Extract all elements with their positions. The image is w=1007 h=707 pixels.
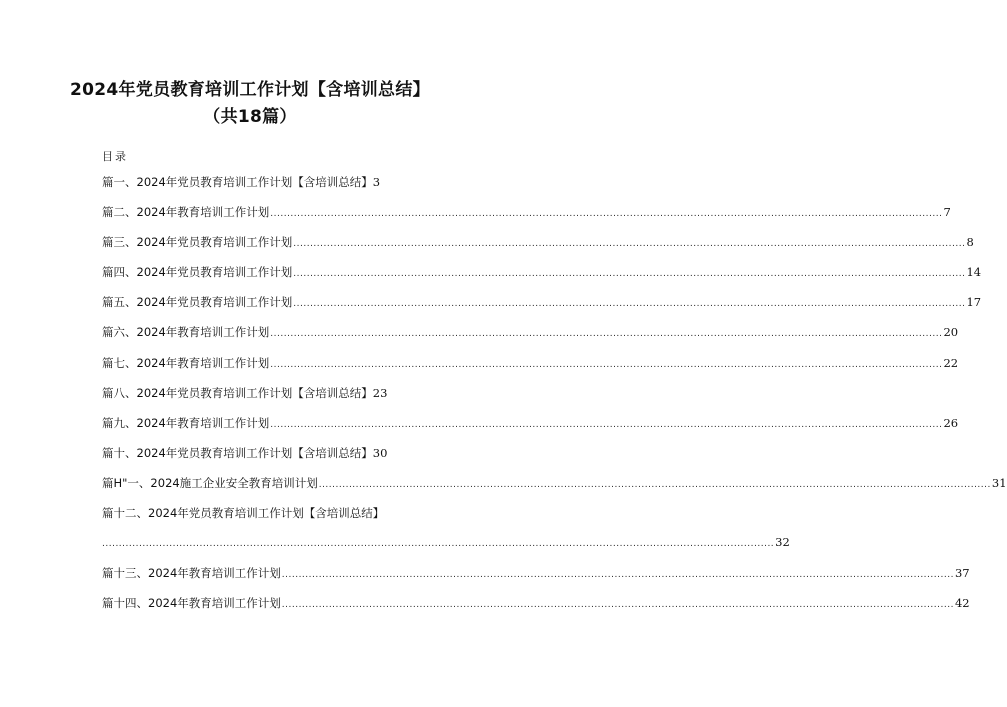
toc-page-number: 37 [954,566,970,581]
toc-page-number: 8 [966,235,974,250]
table-of-contents [102,174,1007,625]
toc-page-number: 22 [943,355,959,370]
toc-leader-dots: ........................................................................................................................................................................................................ [293,299,966,310]
toc-leader-dots: ........................................................................................................................................................................................................ [318,479,991,490]
toc-entry[interactable] [102,324,959,340]
toc-leader-dots: ........................................................................................................................................................................................................ [270,209,943,220]
toc-entry-label: 篇五、2024年党员教育培训工作计划 [102,295,293,310]
toc-entry[interactable] [102,174,408,190]
toc-page-number: 17 [966,295,982,310]
toc-heading: 目录 [102,150,128,163]
toc-entry-label: 篇十四、2024年教育培训工作计划 [102,596,281,611]
toc-entry[interactable] [102,204,951,220]
toc-entry[interactable] [102,355,959,371]
toc-entry[interactable] [102,385,408,401]
document-title: 2024年党员教育培训工作计划【含培训总结】 [70,80,430,100]
toc-entry[interactable] [102,505,408,521]
toc-leader-dots: ........................................................................................................................................................................................................ [270,359,943,370]
toc-entry-label: 篇三、2024年党员教育培训工作计划 [102,235,293,250]
toc-leader-dots: ........................................................................................................................................................................................................ [281,570,954,581]
toc-leader-dots: ........................................................................................................................................................................................................ [293,239,966,250]
toc-leader-dots: ........................................................................................................................................................................................................ [281,600,954,611]
toc-entry-label: 篇十二、2024年党员教育培训工作计划【含培训总结】 [102,506,385,521]
toc-entry-label: 篇四、2024年党员教育培训工作计划 [102,265,293,280]
toc-entry-label: 篇九、2024年教育培训工作计划 [102,415,270,430]
toc-page-number: 7 [943,205,951,220]
toc-entry-label: 篇一、2024年党员教育培训工作计划【含培训总结】 [102,175,373,189]
toc-entry[interactable] [102,565,970,581]
toc-entry[interactable] [102,294,982,310]
toc-page-number: 3 [372,175,381,189]
toc-entry-label: 篇七、2024年教育培训工作计划 [102,355,270,370]
toc-page-number: 14 [966,265,982,280]
toc-entry[interactable] [102,535,790,551]
toc-leader-dots: ........................................................................................................................................................................................................ [270,419,943,430]
toc-entry-label: 篇六、2024年教育培训工作计划 [102,325,270,340]
toc-entry[interactable] [102,475,1007,491]
toc-page-number: 32 [775,535,790,550]
toc-leader-dots: ........................................................................................................................................................................................................ [102,539,775,550]
toc-entry[interactable] [102,445,408,461]
toc-entry-label: 篇八、2024年党员教育培训工作计划【含培训总结】 [102,385,373,400]
toc-leader-dots: ........................................................................................................................................................................................................ [293,269,966,280]
toc-page-number: 42 [954,596,970,611]
toc-entry-label: 篇H"一、2024施工企业安全教育培训计划 [102,475,318,490]
toc-page-number: 23 [372,385,388,400]
toc-entry-label: 篇十、2024年党员教育培训工作计划【含培训总结】 [102,445,373,460]
toc-page-number: 30 [372,445,388,460]
toc-entry-label: 篇二、2024年教育培训工作计划 [102,205,270,220]
toc-page-number: 31 [991,475,1007,490]
toc-entry[interactable] [102,234,974,250]
toc-entry[interactable] [102,264,982,280]
document-subtitle: （共18篇） [203,107,297,127]
toc-entry[interactable] [102,595,970,611]
toc-leader-dots: ........................................................................................................................................................................................................ [270,329,943,340]
toc-entry[interactable] [102,415,959,431]
toc-page-number: 20 [943,325,959,340]
toc-entry-label: 篇十三、2024年教育培训工作计划 [102,566,281,581]
toc-page-number: 26 [943,415,959,430]
